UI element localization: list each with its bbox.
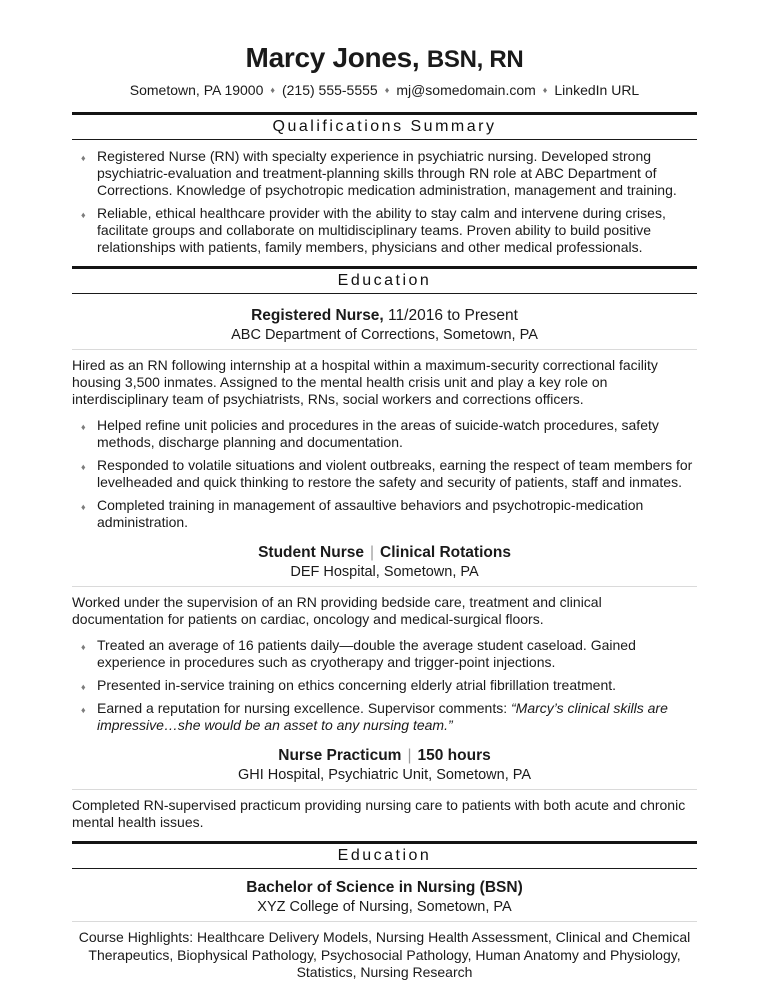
job-organization: DEF Hospital, Sometown, PA bbox=[290, 564, 479, 580]
resume-header bbox=[72, 42, 697, 99]
bullet-text: Registered Nurse (RN) with specialty experience in psychiatric nursing. Developed strong psychiatric-evaluation and treatment-planning skills through RN role at ABC Department of Corrections. Knowledge of psychotropic medication administration, management and training. bbox=[97, 148, 677, 198]
job-nurse-practicum bbox=[72, 747, 697, 831]
diamond-bullet-icon: ♦ bbox=[81, 153, 86, 163]
section-header-experience bbox=[72, 266, 697, 294]
job-bullet-list bbox=[72, 417, 697, 531]
supervisor-quote: “Marcy’s clinical skills are impressive…she would be an asset to any nursing team.” bbox=[97, 700, 668, 733]
diamond-separator-icon: ♦ bbox=[384, 85, 390, 95]
list-item bbox=[72, 677, 697, 694]
contact-phone: (215) 555-5555 bbox=[281, 82, 378, 98]
divider-line bbox=[72, 921, 697, 922]
job-summary: Worked under the supervision of an RN providing bedside care, treatment and clinical documentation for patients on cardiac, oncology and medical-surgical floors. bbox=[72, 594, 602, 627]
contact-linkedin: LinkedIn URL bbox=[554, 82, 640, 98]
job-student-nurse bbox=[72, 544, 697, 734]
divider-line bbox=[72, 586, 697, 587]
section-header-education bbox=[72, 841, 697, 869]
job-title bbox=[72, 307, 697, 325]
job-summary: Hired as an RN following internship at a hospital within a maximum-security correctional facility housing 3,500 inmates. Assigned to the mental health crisis unit and play a key role on interdisciplinary team of psychiatrists, RNs, social workers and corrections officers. bbox=[72, 357, 658, 407]
list-item bbox=[72, 637, 697, 671]
diamond-bullet-icon: ♦ bbox=[81, 705, 86, 715]
vertical-bar-divider: | bbox=[370, 544, 375, 561]
job-title-detail: Clinical Rotations bbox=[380, 544, 511, 561]
name-main: Marcy Jones, bbox=[245, 42, 420, 73]
diamond-bullet-icon: ♦ bbox=[81, 642, 86, 652]
job-title-dates: 11/2016 to Present bbox=[383, 307, 518, 324]
contact-location: Sometown, PA 19000 bbox=[129, 82, 264, 98]
section-heading-text: Education bbox=[337, 272, 432, 289]
bullet-text: Treated an average of 16 patients daily—double the average student caseload. Gained experience in procedures such as cryotherapy and trigger-point injections. bbox=[97, 637, 636, 670]
section-heading-text: Education bbox=[337, 847, 432, 864]
bullet-text: Completed training in management of assaultive behaviors and psychotropic-medication administration. bbox=[97, 497, 644, 530]
job-summary: Completed RN-supervised practicum providing nursing care to patients with both acute and chronic mental health issues. bbox=[72, 797, 686, 830]
bullet-text: Responded to volatile situations and violent outbreaks, earning the respect of team members for levelheaded and quick thinking to restore the safety and security of patients, staff and inmates. bbox=[97, 457, 693, 490]
diamond-separator-icon: ♦ bbox=[542, 85, 548, 95]
diamond-bullet-icon: ♦ bbox=[81, 422, 86, 432]
qualifications-list bbox=[72, 148, 697, 256]
diamond-bullet-icon: ♦ bbox=[81, 682, 86, 692]
name-credentials: BSN, RN bbox=[426, 46, 524, 73]
bullet-text: Earned a reputation for nursing excellence. Supervisor comments: bbox=[97, 700, 511, 716]
section-heading-text: Qualifications Summary bbox=[272, 118, 497, 135]
diamond-bullet-icon: ♦ bbox=[81, 210, 86, 220]
contact-email: mj@somedomain.com bbox=[396, 82, 536, 98]
diamond-bullet-icon: ♦ bbox=[81, 462, 86, 472]
bullet-text: Helped refine unit policies and procedures in the areas of suicide-watch procedures, safety methods, discharge planning and documentation. bbox=[97, 417, 659, 450]
list-item bbox=[72, 148, 697, 199]
degree-title: Bachelor of Science in Nursing (BSN) bbox=[246, 879, 523, 896]
divider-line bbox=[72, 789, 697, 790]
job-title bbox=[72, 747, 697, 765]
divider-line bbox=[72, 349, 697, 350]
list-item bbox=[72, 700, 697, 734]
job-organization: ABC Department of Corrections, Sometown, PA bbox=[231, 327, 538, 343]
job-bullet-list bbox=[72, 637, 697, 734]
section-header-qualifications-summary bbox=[72, 112, 697, 140]
education-block bbox=[72, 879, 697, 982]
resume-name bbox=[72, 42, 697, 76]
job-title-role: Registered Nurse, bbox=[251, 307, 384, 324]
course-highlights: Course Highlights: Healthcare Delivery Models, Nursing Health Assessment, Clinical and Chemical Therapeutics, Biophysical Pathology, Psychosocial Pathology, Human Anatomy and Physiology, Statistics, Nursing Research bbox=[78, 929, 691, 980]
bullet-text: Reliable, ethical healthcare provider with the ability to stay calm and intervene during crises, facilitate groups and collaborate on multidisciplinary teams. Proven ability to build positive relationships with patients, family members, physicians and other medical professionals. bbox=[97, 205, 666, 255]
job-title bbox=[72, 544, 697, 562]
list-item bbox=[72, 497, 697, 531]
list-item bbox=[72, 417, 697, 451]
bullet-text: Presented in-service training on ethics concerning elderly atrial fibrillation treatment. bbox=[97, 677, 617, 693]
job-title-role: Nurse Practicum bbox=[278, 747, 402, 764]
school-name: XYZ College of Nursing, Sometown, PA bbox=[257, 899, 512, 915]
list-item bbox=[72, 205, 697, 256]
contact-line bbox=[72, 81, 697, 99]
job-organization: GHI Hospital, Psychiatric Unit, Sometown, PA bbox=[237, 767, 532, 783]
job-title-detail: 150 hours bbox=[417, 747, 491, 764]
diamond-separator-icon: ♦ bbox=[270, 85, 275, 95]
job-title-role: Student Nurse bbox=[258, 544, 364, 561]
list-item bbox=[72, 457, 697, 491]
job-registered-nurse bbox=[72, 307, 697, 531]
diamond-bullet-icon: ♦ bbox=[81, 502, 86, 512]
vertical-bar-divider: | bbox=[407, 747, 412, 764]
